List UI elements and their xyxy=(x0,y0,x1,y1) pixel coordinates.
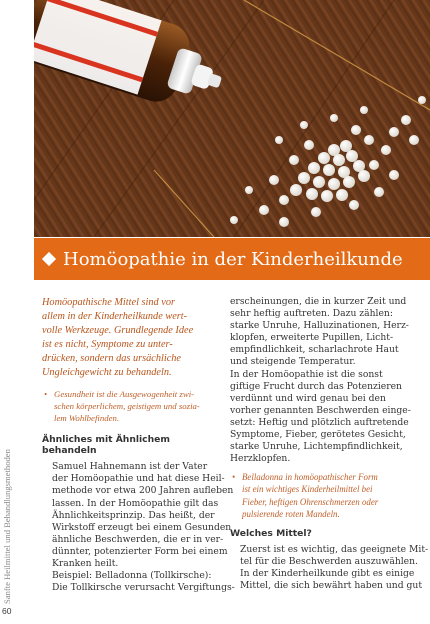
bullet-icon: • xyxy=(44,389,48,400)
body-line: klopfen, erweiterte Pupillen, Licht- xyxy=(230,332,394,344)
left-column xyxy=(42,296,235,594)
intro-line: Homöopathische Mittel sind vor xyxy=(42,297,175,308)
bullet-note-belladonna xyxy=(230,471,420,519)
bottle-and-globules-illustration xyxy=(34,0,430,237)
header-photo xyxy=(34,0,430,237)
chapter-banner xyxy=(34,238,430,280)
right-column xyxy=(230,296,429,592)
body-line: tel für die Beschwerden auszuwählen. xyxy=(240,555,418,567)
bullet-line: schen körperlichem, geistigem und sozia- xyxy=(54,401,200,412)
body-line: lassen. In der Homöopathie gilt das xyxy=(52,497,219,509)
body-line: der Homöopathie und hat diese Heil- xyxy=(52,473,225,485)
body-line: Kranken heilt. xyxy=(52,557,119,569)
body-paragraph-hahnemann xyxy=(42,461,235,594)
body-line: Zuerst ist es wichtig, das geeignete Mit- xyxy=(240,543,429,555)
body-line: Wirkstoff erzeugt bei einem Gesunden xyxy=(52,521,232,533)
bullet-line: Belladonna in homöopathischer Form xyxy=(242,472,378,483)
body-line: Mittel, die sich bewährt haben und gut xyxy=(240,579,423,591)
intro-line: Ungleichgewicht zu behandeln. xyxy=(42,366,172,378)
body-line: Beispiel: Belladonna (Tollkirsche): xyxy=(52,570,212,582)
body-line: Die Tollkirsche verursacht Vergiftungs- xyxy=(52,582,235,594)
body-line: erscheinungen, die in kurzer Zeit und xyxy=(230,296,407,307)
body-line: empfindlichkeit, scharlachrote Haut xyxy=(230,344,399,356)
body-line: dünnter, potenzierter Form bei einem xyxy=(52,545,228,557)
body-line: vorher genannten Beschwerden einge- xyxy=(230,404,411,416)
body-line: Herzklopfen. xyxy=(230,453,291,465)
bullet-line: ist ein wichtiges Kinderheilmittel bei xyxy=(242,484,373,495)
section-heading-similia: Ähnliches mit Ähnlichem behandeln xyxy=(42,434,170,457)
body-line: Samuel Hahnemann ist der Vater xyxy=(52,461,208,473)
diamond-icon xyxy=(42,252,56,266)
body-line: und steigende Temperatur. xyxy=(230,356,356,368)
chapter-title: Homöopathie in der Kinderheilkunde xyxy=(63,248,403,270)
bullet-icon: • xyxy=(232,472,236,483)
body-line: verdünnt und wird genau bei den xyxy=(230,392,386,404)
body-line: setzt: Heftig und plötzlich auftretende xyxy=(230,416,409,428)
body-paragraph-choosing xyxy=(230,543,429,592)
sidebar-running-title: Sanfte Heilmittel und Behandlungsmethoden xyxy=(2,449,12,604)
body-line: methode vor etwa 200 Jahren aufleben xyxy=(52,485,234,497)
body-line: starke Unruhe, Halluzinationen, Herz- xyxy=(230,320,409,332)
page-number: 60 xyxy=(2,606,12,616)
bullet-line: lem Wohlbefinden. xyxy=(54,412,120,423)
intro-line: volle Werkzeuge. Grundlegende Idee xyxy=(42,324,194,336)
body-line: sehr heftig auftreten. Dazu zählen: xyxy=(230,308,393,320)
body-paragraph-belladonna xyxy=(230,296,420,465)
bullet-line: Gesundheit ist die Ausgewogenheit zwi- xyxy=(54,389,195,400)
intro-line: drücken, sondern das ursächliche xyxy=(42,352,181,364)
section-heading-which-remedy: Welches Mittel? xyxy=(230,527,312,539)
body-line: In der Kinderheilkunde gibt es einige xyxy=(240,567,415,579)
body-line: In der Homöopathie ist die sonst xyxy=(230,368,383,380)
body-line: starke Unruhe, Lichtempfindlichkeit, xyxy=(230,441,403,453)
body-line: ähnliche Beschwerden, die er in ver- xyxy=(52,533,224,545)
intro-paragraph xyxy=(42,296,222,379)
intro-line: allem in der Kinderheilkunde wert- xyxy=(42,310,188,322)
body-line: giftige Frucht durch das Potenzieren xyxy=(230,380,402,392)
bullet-note-health xyxy=(42,389,222,424)
bullet-line: pulsierende roten Mandeln. xyxy=(242,508,340,519)
intro-line: ist es nicht, Symptome zu unter- xyxy=(42,338,173,350)
body-line: Ähnlichkeitsprinzip. Das heißt, der xyxy=(52,509,215,521)
bullet-line: Fieber, heftigen Ohrenschmerzen oder xyxy=(242,496,379,507)
body-line: Symptome, Fieber, gerötetes Gesicht, xyxy=(230,429,406,441)
